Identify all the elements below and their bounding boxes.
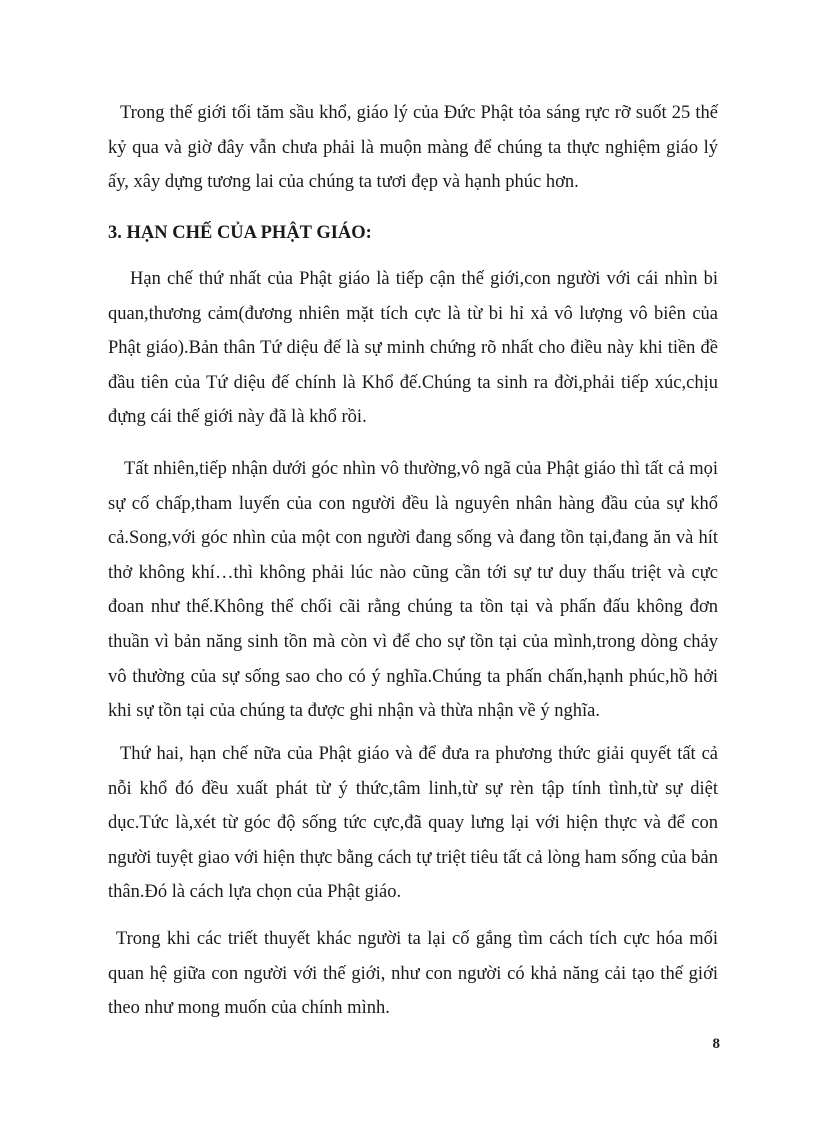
section-heading: 3. HẠN CHẾ CỦA PHẬT GIÁO: <box>108 223 372 243</box>
intro-paragraph: Trong thế giới tối tăm sầu khổ, giáo lý của Đức Phật tỏa sáng rực rỡ suốt 25 thế kỷ qua và giờ đây vẫn chưa phải là muộn màng để chúng ta thực nghiệm giáo lý ấy, xây dựng tương lai của chúng ta tươi đẹp và hạnh phúc hơn. <box>108 103 718 193</box>
paragraph-other-philosophies: Trong khi các triết thuyết khác người ta lại cố gắng tìm cách tích cực hóa mối quan hệ giữa con người với thế giới, như con người có khả năng cải tạo thế giới theo như mong muốn của chính mình. <box>108 929 718 1019</box>
paragraph-first-limitation: Hạn chế thứ nhất của Phật giáo là tiếp cận thế giới,con người với cái nhìn bi quan,thương cảm(đương nhiên mặt tích cực là từ bi hỉ xả vô lượng vô biên của Phật giáo).Bản thân Tứ diệu đế là sự minh chứng rõ nhất cho điều này khi tiền đề đầu tiên của Tứ diệu đế chính là Khổ đế.Chúng ta sinh ra đời,phải tiếp xúc,chịu đựng cái thế giới này đã là khổ rồi. <box>108 269 718 428</box>
paragraph-second-limitation: Thứ hai, hạn chế nữa của Phật giáo và để đưa ra phương thức giải quyết tất cả nỗi khổ đó đều xuất phát từ ý thức,tâm linh,từ sự rèn tập tính tình,từ sự diệt dục.Tức là,xét từ góc độ sống tức cực,đã quay lưng lại với hiện thực và để con người tuyệt giao với hiện thực bằng cách tự triệt tiêu tất cả lòng ham sống của bản thân.Đó là cách lựa chọn của Phật giáo. <box>108 744 718 903</box>
paragraph-impermanence: Tất nhiên,tiếp nhận dưới góc nhìn vô thường,vô ngã của Phật giáo thì tất cả mọi sự cố chấp,tham luyến của con người đều là nguyên nhân hàng đầu của sự khổ cả.Song,với góc nhìn của một con người đang sống và đang tồn tại,đang ăn và hít thở không khí…thì không phải lúc nào cũng cần tới sự tư duy thấu triệt và cực đoan như thế.Không thể chối cãi rằng chúng ta tồn tại và phấn đấu không đơn thuần vì bản năng sinh tồn mà còn vì để cho sự tồn tại của mình,trong dòng chảy vô thường của sự sống sao cho có ý nghĩa.Chúng ta phấn chấn,hạnh phúc,hồ hởi khi sự tồn tại của chúng ta được ghi nhận và thừa nhận về ý nghĩa. <box>108 459 718 722</box>
page-number: 8 <box>712 1036 720 1052</box>
